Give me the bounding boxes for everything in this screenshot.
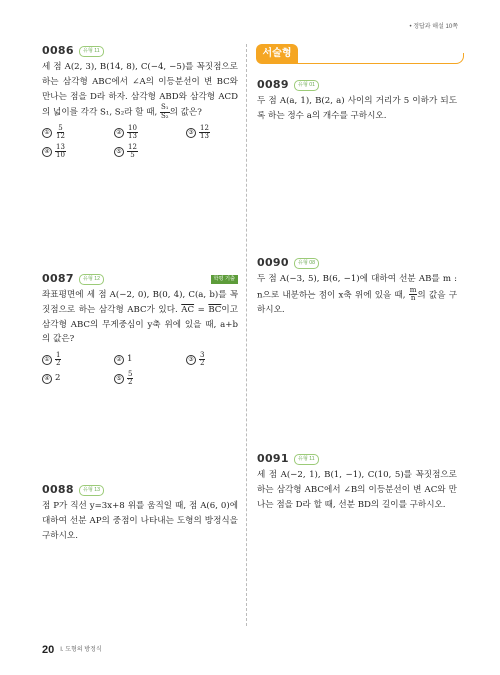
problem-number: 0086 [42, 43, 74, 57]
choice-5[interactable]: ⑤ 12 5 [114, 142, 186, 161]
problem-0086 [42, 44, 238, 161]
choice-2[interactable]: ② 1 [114, 350, 186, 369]
choices [42, 350, 238, 388]
problem-number: 0091 [257, 451, 289, 465]
problem-text: 두 점 A(a, 1), B(2, a) 사이의 거리가 5 이하가 되도록 하는 정수 a의 개수를 구하시오. [257, 96, 457, 121]
type-tag: 유형 11 [79, 46, 104, 57]
choice-4[interactable]: ④ 13 10 [42, 142, 114, 161]
type-tag: 유형 11 [294, 454, 319, 465]
problem-0088 [42, 483, 238, 543]
choice-3[interactable]: ③ 12 13 [186, 123, 258, 142]
page-footer [42, 641, 102, 660]
section-label: 서술형 [256, 44, 298, 64]
problem-number: 0087 [42, 271, 74, 285]
choices [42, 123, 238, 161]
choice-3[interactable]: ③ 3 2 [186, 350, 258, 369]
problem-text: 점 P가 직선 y=3x+8 위를 움직일 때, 점 A(6, 0)에 대하여 선분 AP의 중점이 나타내는 도형의 방정식을 구하시오. [42, 501, 238, 541]
problem-text: 두 점 A(−3, 5), B(6, −1)에 대하여 선분 AB를 m : n으로 내분하는 점이 x축 위에 있을 때, $\frac{m}{n}$ 의 값을 구하시오. [257, 274, 457, 315]
past-exam-badge: 학평 기출 [211, 275, 239, 284]
answer-reference: • 정답과 해설 10쪽 [409, 24, 458, 30]
choice-1[interactable]: ① 5 12 [42, 123, 114, 142]
problem-0091 [257, 452, 457, 512]
type-tag: 유형 01 [294, 80, 319, 91]
type-tag: 유형 08 [294, 258, 319, 269]
choice-1[interactable]: ① 1 2 [42, 350, 114, 369]
problem-0090 [257, 256, 457, 318]
fraction: $\frac{\text{S₁}}{\text{S₂}}$ [160, 103, 169, 120]
type-tag: 유형 13 [79, 485, 104, 496]
problem-number: 0088 [42, 482, 74, 496]
fraction: $\frac{m}{n}$ [409, 285, 417, 303]
problem-number: 0090 [257, 255, 289, 269]
problem-text: 세 점 A(2, 3), B(14, 8), C(−4, −5)를 꼭짓점으로 하는 삼각형 ABC에서 ∠A의 이등분선이 변 BC와 만나는 점을 D라 하자. 삼각형 ABD와 삼각형 ACD의 넓이를 각각 S₁, S₂라 할 때, $\frac{\text{S₁}}{\text{S₂}}$ 의 값은? [42, 62, 238, 120]
chapter-title: I. 도형의 방정식 [60, 647, 102, 654]
problem-text: 좌표평면에 세 점 A(−2, 0), B(0, 4), C(a, b)를 꼭짓점으로 하는 삼각형 ABC가 있다. $\overline{AC} = \overline{BC}$이고 삼각형 ABC의 무게중심이 y축 위에 있을 때, a+b의 값은? [42, 290, 238, 345]
problem-0087 [42, 272, 238, 388]
section-tab [256, 44, 456, 66]
problem-0089 [257, 78, 457, 124]
problem-number: 0089 [257, 77, 289, 91]
choice-4[interactable]: ④ 2 [42, 369, 114, 388]
page-number: 20 [42, 644, 55, 656]
choice-2[interactable]: ② 10 13 [114, 123, 186, 142]
type-tag: 유형 12 [79, 274, 104, 285]
problem-text: 세 점 A(−2, 1), B(1, −1), C(10, 5)를 꼭짓점으로 하는 삼각형 ABC에서 ∠B의 이등분선이 변 AC와 만나는 점을 D라 할 때, 선분 BD의 길이를 구하시오. [257, 470, 457, 510]
choice-5[interactable]: ⑤ 5 2 [114, 369, 186, 388]
